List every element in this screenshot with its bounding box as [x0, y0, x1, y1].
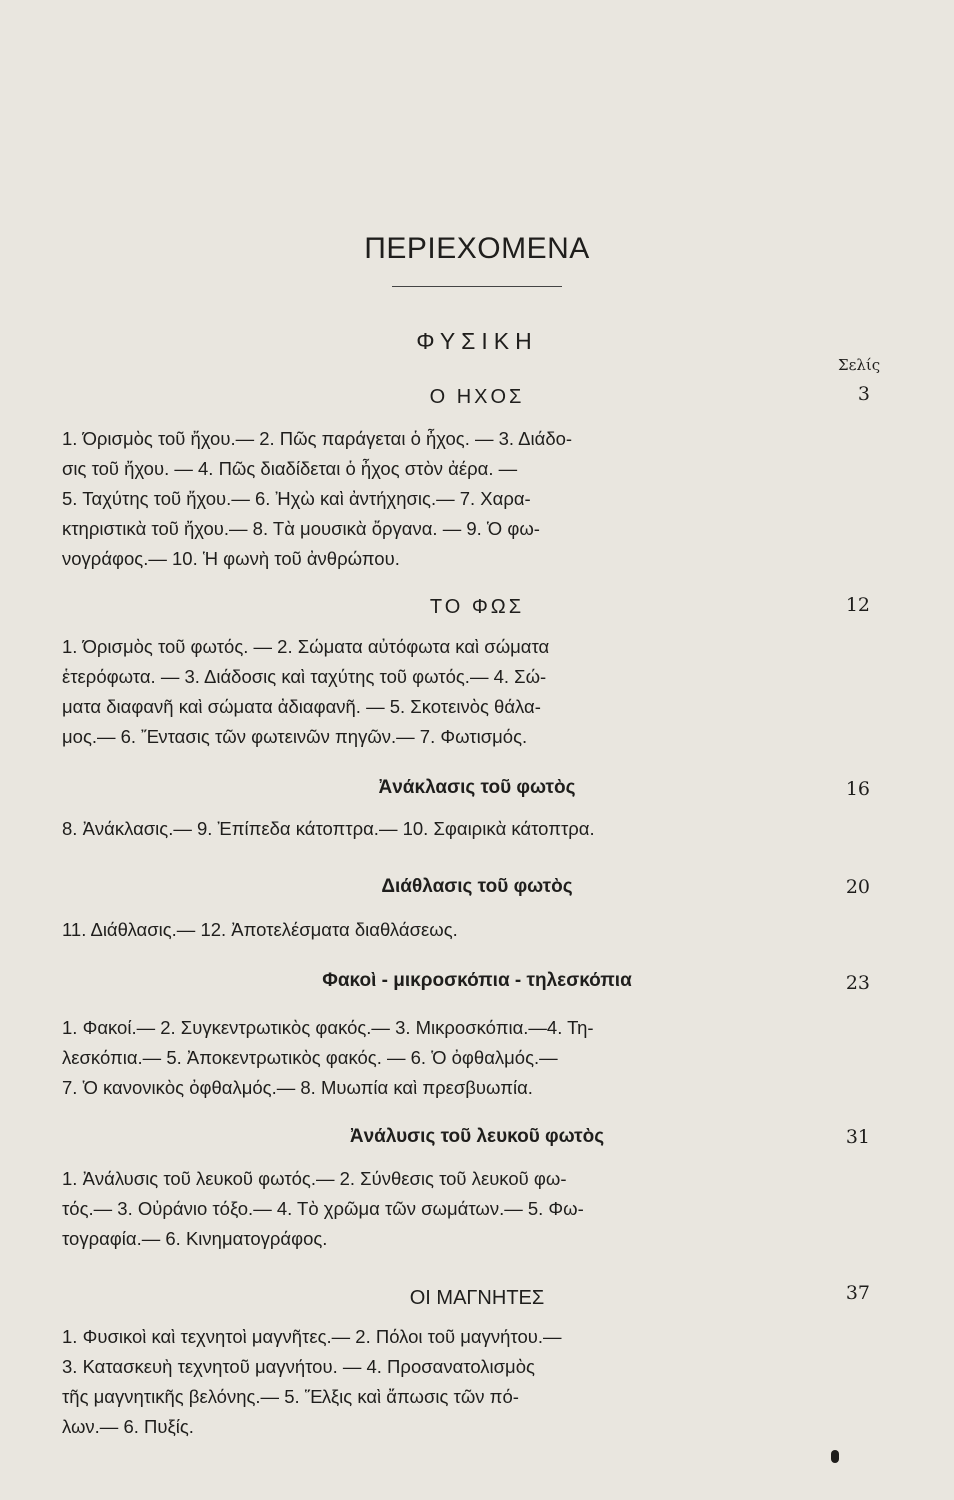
topic-line: σις τοῦ ἤχου. — 4. Πῶς διαδίδεται ὁ ἦχος στὸν ἀέρα. —: [62, 458, 518, 479]
topic-line: κτηριστικὰ τοῦ ἤχου.— 8. Τὰ μουσικὰ ὄργανα. — 9. Ὁ φω-: [62, 518, 540, 539]
section-page-lenses: 23: [845, 972, 870, 994]
topic-line: 11. Διάθλασις.— 12. Ἀποτελέσματα διαθλάσεως.: [62, 919, 458, 940]
topic-line: 1. Όρισμὸς τοῦ ἤχου.— 2. Πῶς παράγεται ὁ ἦχος. — 3. Διάδο-: [62, 428, 573, 449]
topic-line: 7. Ὁ κανονικὸς ὀφθαλμός.— 8. Μυωπία καὶ πρεσβυωπία.: [62, 1077, 533, 1098]
section-title-light: ΤΟ ΦΩΣ: [429, 596, 525, 618]
section-title-lenses: Φακοὶ - μικροσκόπια - τηλεσκόπια: [322, 970, 632, 991]
section-title-dispersion: Ἀνάλυσις τοῦ λευκοῦ φωτὸς: [349, 1126, 605, 1147]
section-title-magnets: ΟΙ ΜΑΓΝΗΤΕΣ: [409, 1287, 545, 1309]
heading-divider: [392, 286, 562, 287]
section-page-dispersion: 31: [845, 1126, 870, 1148]
topic-line: 1. Όρισμὸς τοῦ φωτός. — 2. Σώματα αὐτόφωτα καὶ σώματα: [62, 636, 550, 657]
topic-line: τῆς μαγνητικῆς βελόνης.— 5. Ἕλξις καὶ ἄπωσις τῶν πό-: [62, 1386, 519, 1407]
section-topics-dispersion: [62, 1164, 802, 1254]
topic-line: μος.— 6. Ἔντασις τῶν φωτεινῶν πηγῶν.— 7. Φωτισμός.: [62, 726, 528, 747]
section-page-sound: 3: [857, 383, 870, 405]
section-topics-magnets: [62, 1322, 802, 1442]
topic-line: 1. Φακοί.— 2. Συγκεντρωτικὸς φακός.— 3. Μικροσκόπια.—4. Τη-: [62, 1017, 594, 1038]
subject-title: ΦΥΣΙΚΗ: [416, 328, 538, 354]
topic-line: νογράφος.— 10. Ἡ φωνὴ τοῦ ἀνθρώπου.: [62, 548, 400, 569]
section-topics-refraction: [62, 915, 802, 945]
page-heading: ΠΕΡΙΕΧΟΜΕΝΑ: [364, 232, 590, 265]
topic-line: τός.— 3. Οὐράνιο τόξο.— 4. Τὸ χρῶμα τῶν σωμάτων.— 5. Φω-: [62, 1198, 584, 1219]
topic-line: τογραφία.— 6. Κινηματογράφος.: [62, 1228, 328, 1249]
section-topics-lenses: [62, 1013, 802, 1103]
topic-line: 1. Φυσικοὶ καὶ τεχνητοὶ μαγνῆτες.— 2. Πόλοι τοῦ μαγνήτου.—: [62, 1326, 562, 1347]
topic-line: ματα διαφανῆ καὶ σώματα ἀδιαφανῆ. — 5. Σκοτεινὸς θάλα-: [62, 696, 541, 717]
topic-line: 5. Ταχύτης τοῦ ἤχου.— 6. Ἠχὼ καὶ ἀντήχησις.— 7. Χαρα-: [62, 488, 531, 509]
section-topics-light: [62, 632, 802, 752]
section-page-refraction: 20: [845, 876, 870, 898]
section-page-magnets: 37: [845, 1282, 870, 1304]
topic-line: 1. Ἀνάλυσις τοῦ λευκοῦ φωτός.— 2. Σύνθεσις τοῦ λευκοῦ φω-: [62, 1168, 567, 1189]
topic-line: ἑτερόφωτα. — 3. Διάδοσις καὶ ταχύτης τοῦ φωτός.— 4. Σώ-: [62, 666, 547, 687]
topic-line: λεσκόπια.— 5. Ἀποκεντρωτικὸς φακός. — 6. Ὁ ὀφθαλμός.—: [62, 1047, 558, 1068]
topic-line: 8. Ἀνάκλασις.— 9. Ἐπίπεδα κάτοπτρα.— 10. Σφαιρικὰ κάτοπτρα.: [62, 818, 595, 839]
topic-line: λων.— 6. Πυξίς.: [62, 1416, 194, 1437]
section-topics-reflection: [62, 814, 802, 844]
section-title-reflection: Ἀνάκλασις τοῦ φωτὸς: [378, 777, 576, 798]
section-title-refraction: Διάθλασις τοῦ φωτὸς: [381, 876, 573, 897]
section-page-light: 12: [845, 594, 870, 616]
page-column-label: Σελίς: [838, 356, 881, 374]
section-topics-sound: [62, 424, 802, 574]
section-page-reflection: 16: [845, 778, 870, 800]
ink-mark: [831, 1450, 839, 1463]
topic-line: 3. Κατασκευὴ τεχνητοῦ μαγνήτου. — 4. Προσανατολισμὸς: [62, 1356, 535, 1377]
section-title-sound: Ο ΗΧΟΣ: [429, 386, 525, 408]
